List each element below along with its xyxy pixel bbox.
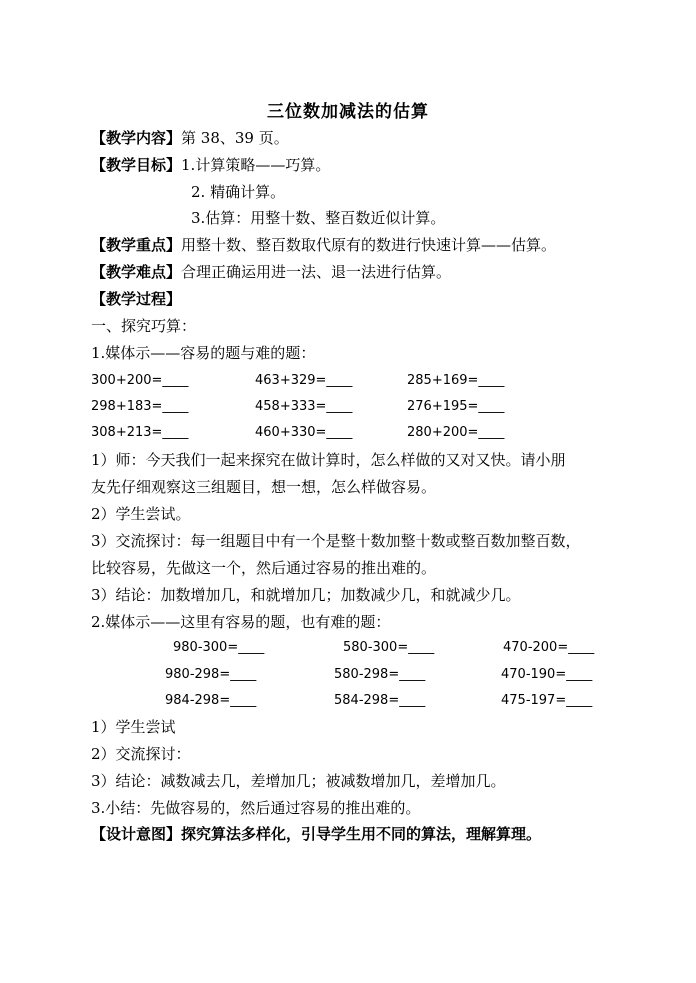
equation: 470-190=____ <box>501 667 593 682</box>
section1-paragraph-1b: 友先仔细观察这三组题目，想一想，怎么样做容易。 <box>91 478 437 496</box>
document-title: 三位数加减法的估算 <box>267 102 429 122</box>
equation: 463+329=____ <box>255 373 353 388</box>
teaching-content-line <box>91 127 289 149</box>
equation: 308+213=____ <box>91 425 189 440</box>
section2-paragraph-3: 3）结论：减数减去几，差增加几；被减数增加几，差增加几。 <box>91 772 506 790</box>
equation: 475-197=____ <box>501 693 593 708</box>
difficulty-label: 【教学难点】 <box>91 263 182 281</box>
design-intent-label: 【设计意图】 <box>91 825 182 843</box>
difficulty-text: 合理正确运用进一法、退一法进行估算。 <box>181 263 452 281</box>
equation: 580-300=____ <box>343 640 435 655</box>
equation: 276+195=____ <box>407 399 505 414</box>
difficulty-line <box>91 261 451 283</box>
section1-paragraph-3a: 3）交流探讨：每一组题目中有一个是整十数加整十数或整百数加整百数， <box>91 532 581 550</box>
section2-summary: 3.小结：先做容易的，然后通过容易的推出难的。 <box>91 799 421 817</box>
section1-media: 1.媒体示——容易的题与难的题： <box>91 344 316 362</box>
teaching-goal-3: 3.估算：用整十数、整百数近似计算。 <box>191 209 446 227</box>
key-point-text: 用整十数、整百数取代原有的数进行快速计算——估算。 <box>181 236 557 254</box>
teaching-goal-2: 2. 精确计算。 <box>191 183 286 201</box>
process-label: 【教学过程】 <box>91 290 182 308</box>
equation: 458+333=____ <box>255 399 353 414</box>
teaching-content-label: 【教学内容】 <box>91 129 182 147</box>
equation: 285+169=____ <box>407 373 505 388</box>
teaching-goals-line <box>91 154 330 176</box>
equation: 298+183=____ <box>91 399 189 414</box>
equation: 460+330=____ <box>255 425 353 440</box>
equation: 580-298=____ <box>334 667 426 682</box>
equation: 300+200=____ <box>91 373 189 388</box>
section2-paragraph-1: 1）学生尝试 <box>91 718 176 736</box>
teaching-goals-label: 【教学目标】 <box>91 156 182 174</box>
key-point-line <box>91 234 556 256</box>
key-point-label: 【教学重点】 <box>91 236 182 254</box>
teaching-goal-1: 1.计算策略——巧算。 <box>181 156 331 174</box>
section2-media: 2.媒体示——这里有容易的题，也有难的题： <box>91 613 391 631</box>
equation: 980-300=____ <box>173 640 265 655</box>
equation: 470-200=____ <box>503 640 595 655</box>
design-intent-text: 探究算法多样化，引导学生用不同的算法，理解算理。 <box>181 825 542 843</box>
section1-paragraph-4: 3）结论：加数增加几，和就增加几；加数减少几，和就减少几。 <box>91 586 521 604</box>
equation: 980-298=____ <box>165 667 257 682</box>
equation: 280+200=____ <box>407 425 505 440</box>
teaching-content-text: 第 38、39 页。 <box>181 129 289 147</box>
design-intent-line <box>91 823 541 845</box>
section1-paragraph-1a: 1）师：今天我们一起来探究在做计算时，怎么样做的又对又快。请小朋 <box>91 451 566 469</box>
section1-paragraph-2: 2）学生尝试。 <box>91 505 191 523</box>
section1-heading: 一、探究巧算： <box>91 317 197 335</box>
equation: 984-298=____ <box>165 693 257 708</box>
section2-paragraph-2: 2）交流探讨： <box>91 745 191 763</box>
equation: 584-298=____ <box>334 693 426 708</box>
section1-paragraph-3b: 比较容易，先做这一个，然后通过容易的推出难的。 <box>91 559 437 577</box>
